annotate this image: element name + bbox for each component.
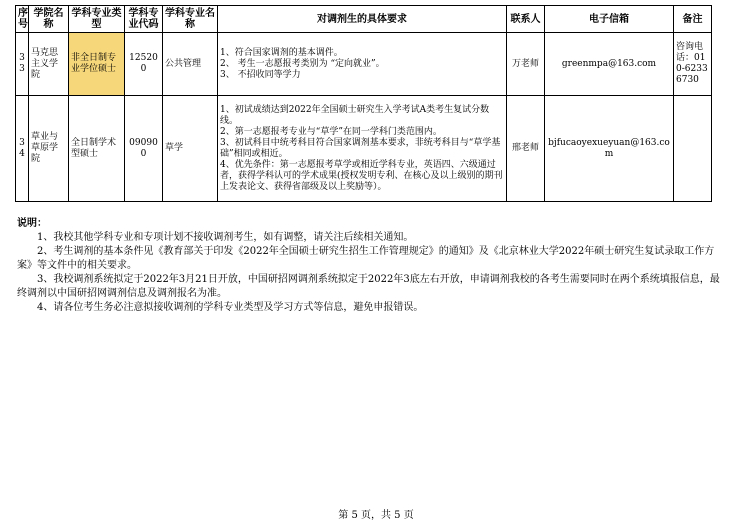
table-header-row — [16, 6, 712, 33]
note-item: 1、我校其他学科专业和专项计划不接收调剂考生，如有调整，请关注后续相关通知。 — [37, 232, 414, 243]
table-row — [16, 96, 712, 202]
row-major: 公共管理 — [163, 33, 218, 96]
header-type: 学科专业类型 — [69, 6, 125, 33]
header-no: 序号 — [16, 6, 29, 33]
requirement-line: 1、初试成绩达到2022年全国硕士研究生入学考试A类考生复试分数线。 — [220, 104, 490, 126]
requirement-line: 2、第一志愿报考专业与“草学”在同一学科门类范围内。 — [220, 126, 442, 137]
row-code: 090900 — [125, 96, 163, 202]
row-requirements — [218, 96, 507, 202]
row-type: 非全日制专业学位硕士 — [69, 33, 125, 96]
row-remark: 咨询电话：010-62336730 — [674, 33, 712, 96]
row-email: greenmpa@163.com — [545, 33, 674, 96]
row-email: bjfucaoyexueyuan@163.com — [545, 96, 674, 202]
page-footer: 第 5 页，共 5 页 — [338, 510, 414, 521]
table-row — [16, 33, 712, 96]
row-code: 125200 — [125, 33, 163, 96]
notes-section — [17, 217, 722, 315]
header-remark: 备注 — [674, 6, 712, 33]
row-requirements — [218, 33, 507, 96]
adjustment-table — [15, 5, 712, 202]
header-code: 学科专业代码 — [125, 6, 163, 33]
header-email: 电子信箱 — [545, 6, 674, 33]
row-major: 草学 — [163, 96, 218, 202]
header-major: 学科专业名称 — [163, 6, 218, 33]
requirement-line: 3、 不招收同等学力 — [220, 69, 301, 80]
row-college: 草业与草原学院 — [29, 96, 69, 202]
note-item: 4、请各位考生务必注意拟接收调剂的学科专业类型及学习方式等信息，避免申报错误。 — [37, 302, 424, 313]
header-contact: 联系人 — [507, 6, 545, 33]
requirement-line: 2、 考生一志愿报考类别为 “定向就业”。 — [220, 58, 385, 69]
note-item: 3、我校调剂系统拟定于2022年3月21日开放，中国研招网调剂系统拟定于2022年3底左右开放，申请调剂我校的各考生需要同时在两个系统填报信息，最终调剂以中国研招网调剂信息及调剂报名为准。 — [17, 274, 720, 299]
header-college: 学院名称 — [29, 6, 69, 33]
row-no: 33 — [16, 33, 29, 96]
header-requirements: 对调剂生的具体要求 — [218, 6, 507, 33]
notes-title: 说明： — [17, 218, 47, 229]
row-college: 马克思主义学院 — [29, 33, 69, 96]
note-item: 2、考生调剂的基本条件见《教育部关于印发《2022年全国硕士研究生招生工作管理规定》的通知》及《北京林业大学2022年硕士研究生复试录取工作方案》等文件中的相关要求。 — [17, 246, 715, 271]
requirement-line: 1、符合国家调剂的基本调件。 — [220, 47, 343, 58]
row-contact: 万老师 — [507, 33, 545, 96]
requirement-line: 3、初试科目中统考科目符合国家调剂基本要求，非统考科目与“草学基础”相同或相近。 — [220, 137, 501, 159]
row-remark — [674, 96, 712, 202]
requirement-line: 4、优先条件：第一志愿报考草学或相近学科专业，英语四、六级通过者，获得学科认可的学术成果(授权发明专利、在核心及以上级别的期刊上发表论文、获得省部级及以上奖励等）。 — [220, 159, 503, 192]
row-no: 34 — [16, 96, 29, 202]
row-type: 全日制学术型硕士 — [69, 96, 125, 202]
row-contact: 邢老师 — [507, 96, 545, 202]
